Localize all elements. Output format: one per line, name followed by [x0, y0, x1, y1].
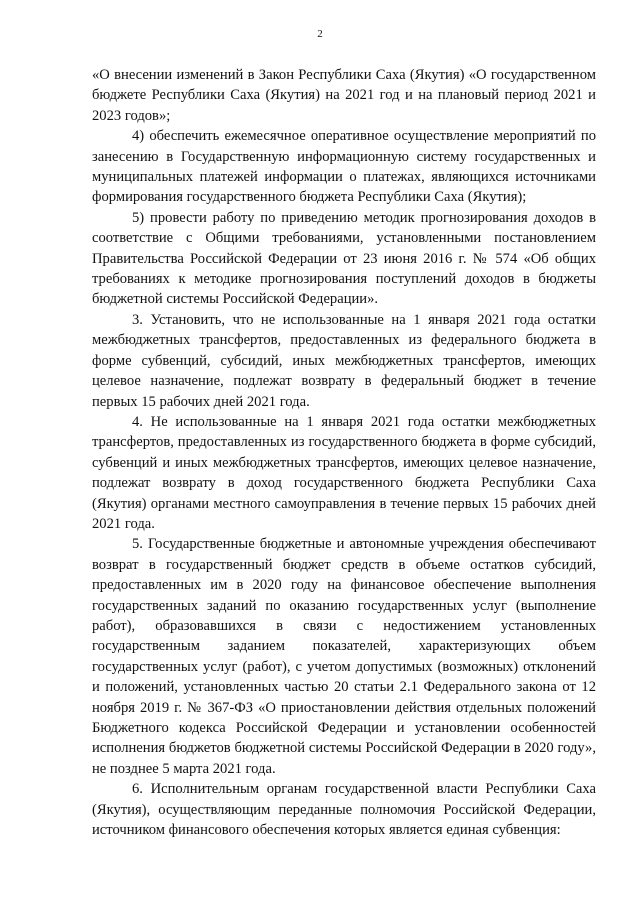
page-number: 2 [317, 28, 323, 40]
paragraph-item-5-forecasting-methods: 5) провести работу по приведению методик прогнозирования доходов в соответствие с Общими требованиями, установленными постановлением Правительства Российской Федерации от 23 июня 2016 г. № 574 «Об общих требованиях к методике прогнозирования поступлений доходов в бюджеты бюджетной системы Российской Федерации». [92, 209, 596, 308]
document-body [92, 65, 596, 840]
paragraph-item-4-payments-info: 4) обеспечить ежемесячное оперативное осуществление мероприятий по занесению в Государственную информационную систему государственных и муниципальных платежей информации о платежах, являющихся источниками формирования государственного бюджета Республики Саха (Якутия); [92, 128, 596, 206]
paragraph-section-4-state-transfers: 4. Не использованные на 1 января 2021 года остатки межбюджетных трансфертов, предоставленных из государственного бюджета в форме субсидий, субвенций и иных межбюджетных трансфертов, имеющих целевое назначение, подлежат возврату в доход государственного бюджета Республики Саха (Якутия) органами местного самоуправления в течение первых 15 рабочих дней 2021 года. [92, 413, 596, 532]
paragraph-section-3-federal-transfers: 3. Установить, что не использованные на 1 января 2021 года остатки межбюджетных трансфертов, предоставленных из федерального бюджета в форме субвенций, субсидий, иных межбюджетных трансфертов, имеющих целевое назначение, подлежат возврату в федеральный бюджет в течение первых 15 рабочих дней 2021 года. [92, 311, 596, 410]
paragraph-section-5-institutions-return: 5. Государственные бюджетные и автономные учреждения обеспечивают возврат в государственный бюджет средств в объеме остатков субсидий, предоставленных им в 2020 году на финансовое обеспечение выполнения государственных заданий по оказанию государственных услуг (выполнение работ), образовавшихся в связи с недостижением установленных государственным заданием показателей, характеризующих объем государственных услуг (работ), с учетом допустимых (возможных) отклонений и положений, установленных частью 20 статьи 2.1 Федерального закона от 12 ноября 2019 г. № 367-ФЗ «О приостановлении действия отдельных положений Бюджетного кодекса Российской Федерации и установлении особенностей исполнения бюджетов бюджетной системы Российской Федерации в 2020 году», не позднее 5 марта 2021 года. [92, 536, 596, 777]
paragraph-law-reference: «О внесении изменений в Закон Республики Саха (Якутия) «О государственном бюджете Республики Саха (Якутия) на 2021 год и на плановый период 2021 и 2023 годов»; [92, 67, 596, 124]
paragraph-section-6-executive-bodies: 6. Исполнительным органам государственной власти Республики Саха (Якутия), осуществляющим переданные полномочия Российской Федерации, источником финансового обеспечения которых является единая субвенция: [92, 781, 596, 839]
